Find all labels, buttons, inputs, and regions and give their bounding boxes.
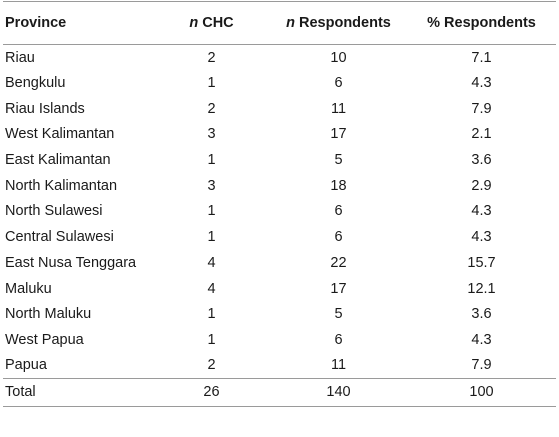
cell-province: Central Sulawesi bbox=[5, 229, 114, 246]
cell-province: North Maluku bbox=[5, 306, 92, 323]
cell-n-chc: 2 bbox=[207, 49, 216, 66]
header-n-respondents-label: Respondents bbox=[294, 15, 391, 31]
cell-n-chc: 1 bbox=[207, 331, 216, 348]
header-row bbox=[3, 2, 556, 45]
cell-pct-respondents: 100 bbox=[407, 378, 556, 406]
cell-province: North Sulawesi bbox=[5, 203, 103, 220]
header-province: Province bbox=[3, 2, 153, 45]
cell-province: North Kalimantan bbox=[5, 177, 118, 194]
cell-pct-respondents: 2.1 bbox=[471, 126, 492, 143]
cell-pct-respondents: 4.3 bbox=[471, 75, 492, 92]
total-row bbox=[3, 378, 556, 406]
cell-province: Riau Islands bbox=[5, 100, 85, 117]
cell-n-chc: 1 bbox=[207, 75, 216, 92]
cell-pct-respondents: 3.6 bbox=[471, 152, 492, 169]
table-row bbox=[3, 301, 556, 327]
header-pct-respondents: % Respondents bbox=[407, 2, 556, 45]
table-row bbox=[3, 45, 556, 71]
cell-province: East Kalimantan bbox=[5, 152, 111, 169]
cell-n-chc: 1 bbox=[207, 203, 216, 220]
cell-n-chc: 4 bbox=[207, 254, 216, 271]
cell-province: East Nusa Tenggara bbox=[5, 254, 137, 271]
cell-n-chc: 2 bbox=[207, 100, 216, 117]
cell-n-respondents: 11 bbox=[330, 357, 347, 374]
cell-n-chc: 26 bbox=[153, 378, 270, 406]
cell-pct-respondents: 12.1 bbox=[467, 280, 496, 297]
cell-pct-respondents: 3.6 bbox=[471, 306, 492, 323]
cell-n-chc: 4 bbox=[207, 280, 216, 297]
table-row bbox=[3, 70, 556, 96]
cell-n-chc: 3 bbox=[207, 177, 216, 194]
header-n-respondents bbox=[270, 2, 407, 45]
cell-province: Total bbox=[3, 378, 153, 406]
cell-n-respondents: 5 bbox=[334, 306, 343, 323]
header-n-respondents-prefix: n bbox=[286, 15, 295, 31]
cell-pct-respondents: 7.9 bbox=[471, 100, 492, 117]
cell-pct-respondents: 4.3 bbox=[471, 203, 492, 220]
table-row bbox=[3, 147, 556, 173]
cell-pct-respondents: 2.9 bbox=[471, 177, 492, 194]
table-row bbox=[3, 353, 556, 379]
cell-n-respondents: 5 bbox=[334, 152, 343, 169]
cell-n-chc: 3 bbox=[207, 126, 216, 143]
cell-n-chc: 2 bbox=[207, 357, 216, 374]
table-row bbox=[3, 199, 556, 225]
cell-pct-respondents: 15.7 bbox=[467, 254, 496, 271]
table-header bbox=[3, 2, 556, 45]
cell-n-respondents: 140 bbox=[270, 378, 407, 406]
cell-n-respondents: 17 bbox=[330, 126, 347, 143]
cell-n-respondents: 10 bbox=[330, 49, 347, 66]
cell-province: Maluku bbox=[5, 280, 52, 297]
table-row bbox=[3, 224, 556, 250]
cell-province: Riau bbox=[5, 49, 35, 66]
cell-n-chc: 1 bbox=[207, 152, 216, 169]
cell-n-chc: 1 bbox=[207, 229, 216, 246]
cell-n-respondents: 6 bbox=[334, 75, 343, 92]
cell-province: Papua bbox=[5, 357, 47, 374]
cell-pct-respondents: 4.3 bbox=[471, 229, 492, 246]
cell-province: West Papua bbox=[5, 331, 84, 348]
table-row bbox=[3, 250, 556, 276]
cell-n-respondents: 6 bbox=[334, 203, 343, 220]
table-row bbox=[3, 96, 556, 122]
cell-pct-respondents: 7.9 bbox=[471, 357, 492, 374]
cell-n-respondents: 17 bbox=[330, 280, 347, 297]
cell-n-respondents: 6 bbox=[334, 229, 343, 246]
header-n-chc-prefix: n bbox=[189, 15, 199, 31]
header-n-chc bbox=[153, 2, 270, 45]
cell-province: Bengkulu bbox=[5, 75, 66, 92]
cell-n-respondents: 22 bbox=[330, 254, 347, 271]
cell-n-respondents: 18 bbox=[330, 177, 347, 194]
cell-n-respondents: 6 bbox=[334, 331, 343, 348]
cell-n-respondents: 11 bbox=[330, 100, 347, 117]
table-row bbox=[3, 173, 556, 199]
table-row bbox=[3, 276, 556, 302]
cell-pct-respondents: 4.3 bbox=[471, 331, 492, 348]
cell-province: West Kalimantan bbox=[5, 126, 115, 143]
header-n-chc-label: CHC bbox=[198, 15, 234, 31]
table-row bbox=[3, 327, 556, 353]
data-table bbox=[3, 1, 556, 407]
cell-n-chc: 1 bbox=[207, 306, 216, 323]
table-body bbox=[3, 45, 556, 407]
cell-pct-respondents: 7.1 bbox=[471, 49, 492, 66]
table-row bbox=[3, 122, 556, 148]
